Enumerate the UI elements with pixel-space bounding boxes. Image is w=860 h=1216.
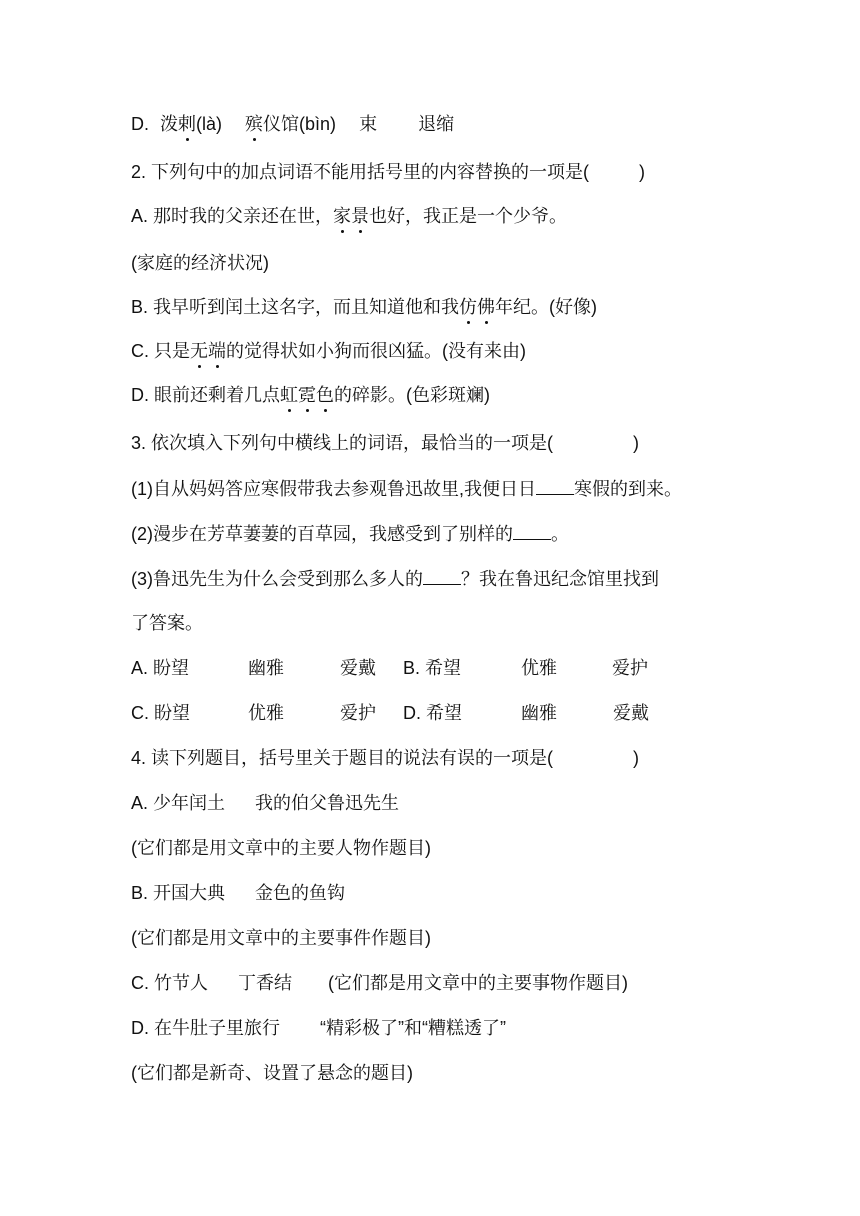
emphasis-dot: 剌: [178, 114, 197, 134]
q2-option-d: D. 眼前还剩着几点虹霓色的碎影。(色彩斑斓): [131, 385, 491, 405]
fill-blank: [536, 476, 574, 495]
emphasis-dot: 殡: [245, 114, 264, 134]
q4-option-c: C. 竹节人 丁香结 (它们都是用文章中的主要事物作题目): [131, 973, 629, 993]
question-2-stem: 2. 下列句中的加点词语不能用括号里的内容替换的一项是( ): [131, 162, 646, 182]
q4-option-a-note: (它们都是用文章中的主要人物作题目): [131, 838, 431, 858]
emphasis-dot: 色: [316, 385, 335, 405]
q4-option-d-note: (它们都是新奇、设置了悬念的题目): [131, 1063, 413, 1083]
emphasis-dot: 景: [351, 206, 370, 226]
q3-sentence-1: (1)自从妈妈答应寒假带我去参观鲁迅故里,我便日日 寒假的到来。: [131, 476, 682, 501]
fill-blank: [513, 521, 551, 540]
q2-option-c: C. 只是无端的觉得状如小狗而很凶猛。(没有来由): [131, 341, 527, 361]
q4-option-d: D. 在牛肚子里旅行 “精彩极了”和“糟糕透了”: [131, 1018, 506, 1038]
emphasis-dot: 霓: [298, 385, 317, 405]
q1-option-d: D. 泼剌(là) 殡仪馆(bìn) 束 退缩: [131, 114, 455, 134]
q3-sentence-3: (3)鲁迅先生为什么会受到那么多人的 ？我在鲁迅纪念馆里找到: [131, 566, 659, 591]
q4-option-b-note: (它们都是用文章中的主要事件作题目): [131, 928, 431, 948]
emphasis-dot: 家: [333, 206, 352, 226]
q2-option-b: B. 我早听到闰土这名字，而且知道他和我仿佛年纪。(好像): [131, 297, 598, 317]
question-3-stem: 3. 依次填入下列句中横线上的词语，最恰当的一项是( ): [131, 433, 640, 453]
document-page: D. 泼剌(là) 殡仪馆(bìn) 束 退缩 2. 下列句中的加点词语不能用括号里的内容替换的一项是( ) A. 那时我的父亲还在世，家景也好，我正是一个少爷。 (家庭的经济状况) B. 我早听到闰土这名字，而且知道他和我仿佛年纪。(好像) C. 只是无端的觉得状如小狗而很凶猛。(没有来由) D. 眼前还剩着几点虹霓色的碎影。(色彩斑斓) 3. 依次填入下列句中横线上的词语，最恰当的一项是( ) (1)自从妈妈答应寒假带我去参观鲁迅故里,我便日日 寒假的到来。 (2)漫步在芳草萋萋的百草园，我感受到了别样的 。 (3)鲁迅先生为什么会受到那么多人的 ？我在鲁迅纪念馆里找到 了答案。 A. 盼望 幽雅 爱戴 B. 希望 优雅 爱护 C. 盼望 优雅 爱护 D. 希望 幽雅 爱戴 4. 读下列题目，括号里关于题目的说法有误的一项是( ) A. 少年闰土 我的伯父鲁迅先生 (它们都是用文章中的主要人物作题目) B. 开国大典 金色的鱼钩 (它们都是用文章中的主要事件作题目) C. 竹节人 丁香结 (它们都是用文章中的主要事物作题目) D. 在牛肚子里旅行 “精彩极了”和“糟糕透了” (它们都是新奇、设置了悬念的题目): [131, 114, 682, 1083]
q4-option-a: A. 少年闰土 我的伯父鲁迅先生: [131, 793, 400, 813]
fill-blank: [423, 566, 461, 585]
q2-option-a: A. 那时我的父亲还在世，家景也好，我正是一个少爷。: [131, 206, 568, 226]
emphasis-dot: 虹: [280, 385, 299, 405]
emphasis-dot: 仿: [459, 297, 478, 317]
emphasis-dot: 佛: [477, 297, 496, 317]
emphasis-dot: 端: [208, 341, 227, 361]
q3-sentence-2: (2)漫步在芳草萋萋的百草园，我感受到了别样的 。: [131, 521, 569, 546]
q3-sentence-3-cont: 了答案。: [131, 613, 203, 633]
q4-option-b: B. 开国大典 金色的鱼钩: [131, 883, 346, 903]
q2-option-a-note: (家庭的经济状况): [131, 253, 269, 273]
emphasis-dot: 无: [190, 341, 209, 361]
question-4-stem: 4. 读下列题目，括号里关于题目的说法有误的一项是( ): [131, 748, 640, 768]
